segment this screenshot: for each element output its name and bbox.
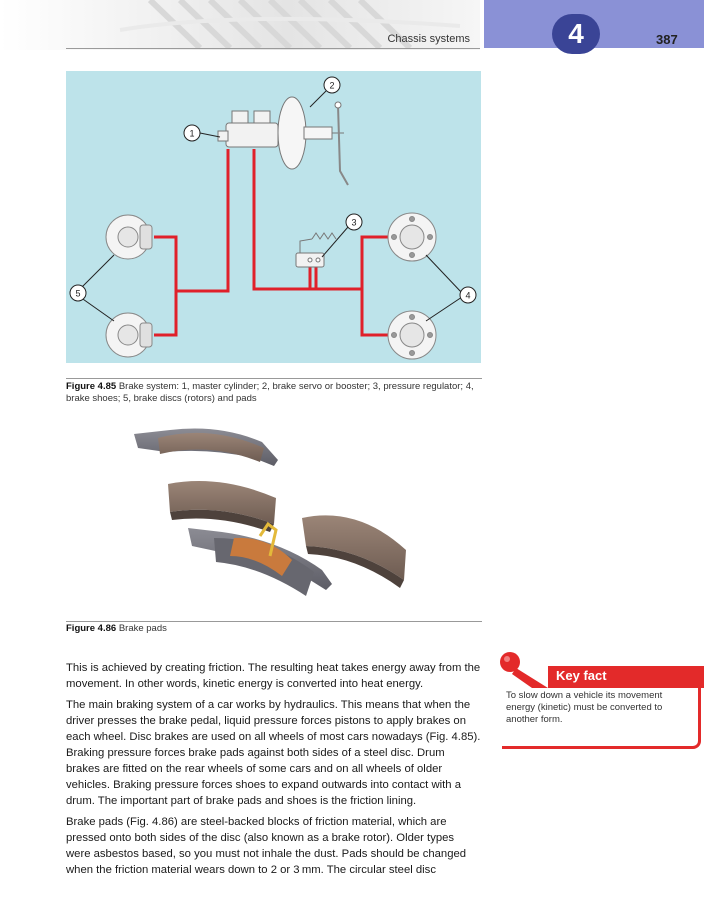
header-rule — [66, 48, 480, 49]
callout-5-label: 5 — [75, 288, 81, 299]
drum-brake-rear-right — [388, 311, 436, 359]
body-text — [66, 660, 481, 883]
chapter-badge: 4 — [552, 14, 600, 54]
figure-4-85-caption — [66, 381, 480, 405]
callout-3-label: 3 — [351, 217, 357, 228]
figure-4-86-label: Figure 4.86 — [66, 623, 117, 634]
body-paragraph-2: The main braking system of a car works by hydraulics. This means that when the driver presses the brake pedal, liquid pressure forces pistons to apply brakes on each wheel. Disc brakes are used on all wheels of most cars nowadays (Fig. 4.85). Braking pressure forces brake pads against both sides of a steel disc. Drum brakes are fitted on the rear wheels of some cars and on all wheels of older vehicles. Braking pressure forces shoes to expand outwards into contact with a drum. The important part of brake pads and shoes is the friction lining. — [66, 699, 481, 807]
pipe-front-left — [154, 149, 228, 291]
figure-4-85-caption-rule — [66, 378, 482, 379]
leader-5a — [80, 255, 114, 289]
leader-4b — [426, 297, 462, 321]
pipe-to-regulator — [254, 149, 388, 289]
brake-pad-top — [134, 429, 278, 467]
brake-servo — [278, 97, 348, 185]
body-paragraph-1: This is achieved by creating friction. The resulting heat takes energy away from the movement. In other words, kinetic energy is converted into heat energy. — [66, 662, 481, 690]
brake-pads-photo — [130, 420, 420, 610]
brake-pad-middle — [168, 481, 276, 532]
brake-system-diagram — [66, 71, 481, 363]
pressure-regulator — [296, 233, 336, 267]
callout-1 — [184, 125, 200, 141]
figure-4-86-caption-rule — [66, 621, 482, 622]
leader-5b — [80, 297, 114, 321]
leader-1 — [200, 133, 220, 137]
disc-brake-front-left — [106, 215, 152, 259]
brake-system-svg — [66, 71, 481, 363]
callout-3 — [346, 214, 362, 230]
key-fact-title: Key fact — [556, 668, 607, 683]
callout-5 — [70, 285, 86, 301]
callout-2 — [324, 77, 340, 93]
figure-4-85-caption-text: Brake system: 1, master cylinder; 2, brake servo or booster; 3, pressure regulator; 4, brake shoes; 5, brake discs (rotors) and pads — [66, 381, 474, 404]
figure-4-85-label: Figure 4.85 — [66, 381, 117, 392]
figure-4-86-caption-text: Brake pads — [118, 623, 167, 634]
callout-2-label: 2 — [329, 80, 335, 91]
key-fact-box — [496, 660, 704, 750]
pipe-rear-left — [154, 291, 176, 335]
body-paragraph-3: Brake pads (Fig. 4.86) are steel-backed blocks of friction material, which are pressed onto both sides of the disc (also known as a brake rotor). Older types were asbestos based, so you must not inhale the dust. Pads should be changed when the friction material wears down to 2 or 3 mm. The circular steel disc — [66, 816, 467, 876]
callout-1-label: 1 — [189, 128, 195, 139]
drum-brake-front-right — [388, 213, 436, 261]
key-fact-text: To slow down a vehicle its movement energy (kinetic) must be converted to another form. — [506, 690, 663, 725]
pipe-rear-right — [362, 289, 388, 335]
callout-4-label: 4 — [465, 290, 471, 301]
leader-2 — [310, 91, 326, 107]
page-number: 387 — [656, 32, 678, 47]
disc-brake-rear-left — [106, 313, 152, 357]
callout-4 — [460, 287, 476, 303]
figure-4-86-caption — [66, 623, 480, 635]
master-cylinder — [218, 111, 278, 147]
leader-4a — [426, 255, 462, 293]
leader-3 — [322, 227, 348, 257]
section-title: Chassis systems — [387, 33, 470, 45]
brake-pads-svg — [130, 420, 420, 610]
